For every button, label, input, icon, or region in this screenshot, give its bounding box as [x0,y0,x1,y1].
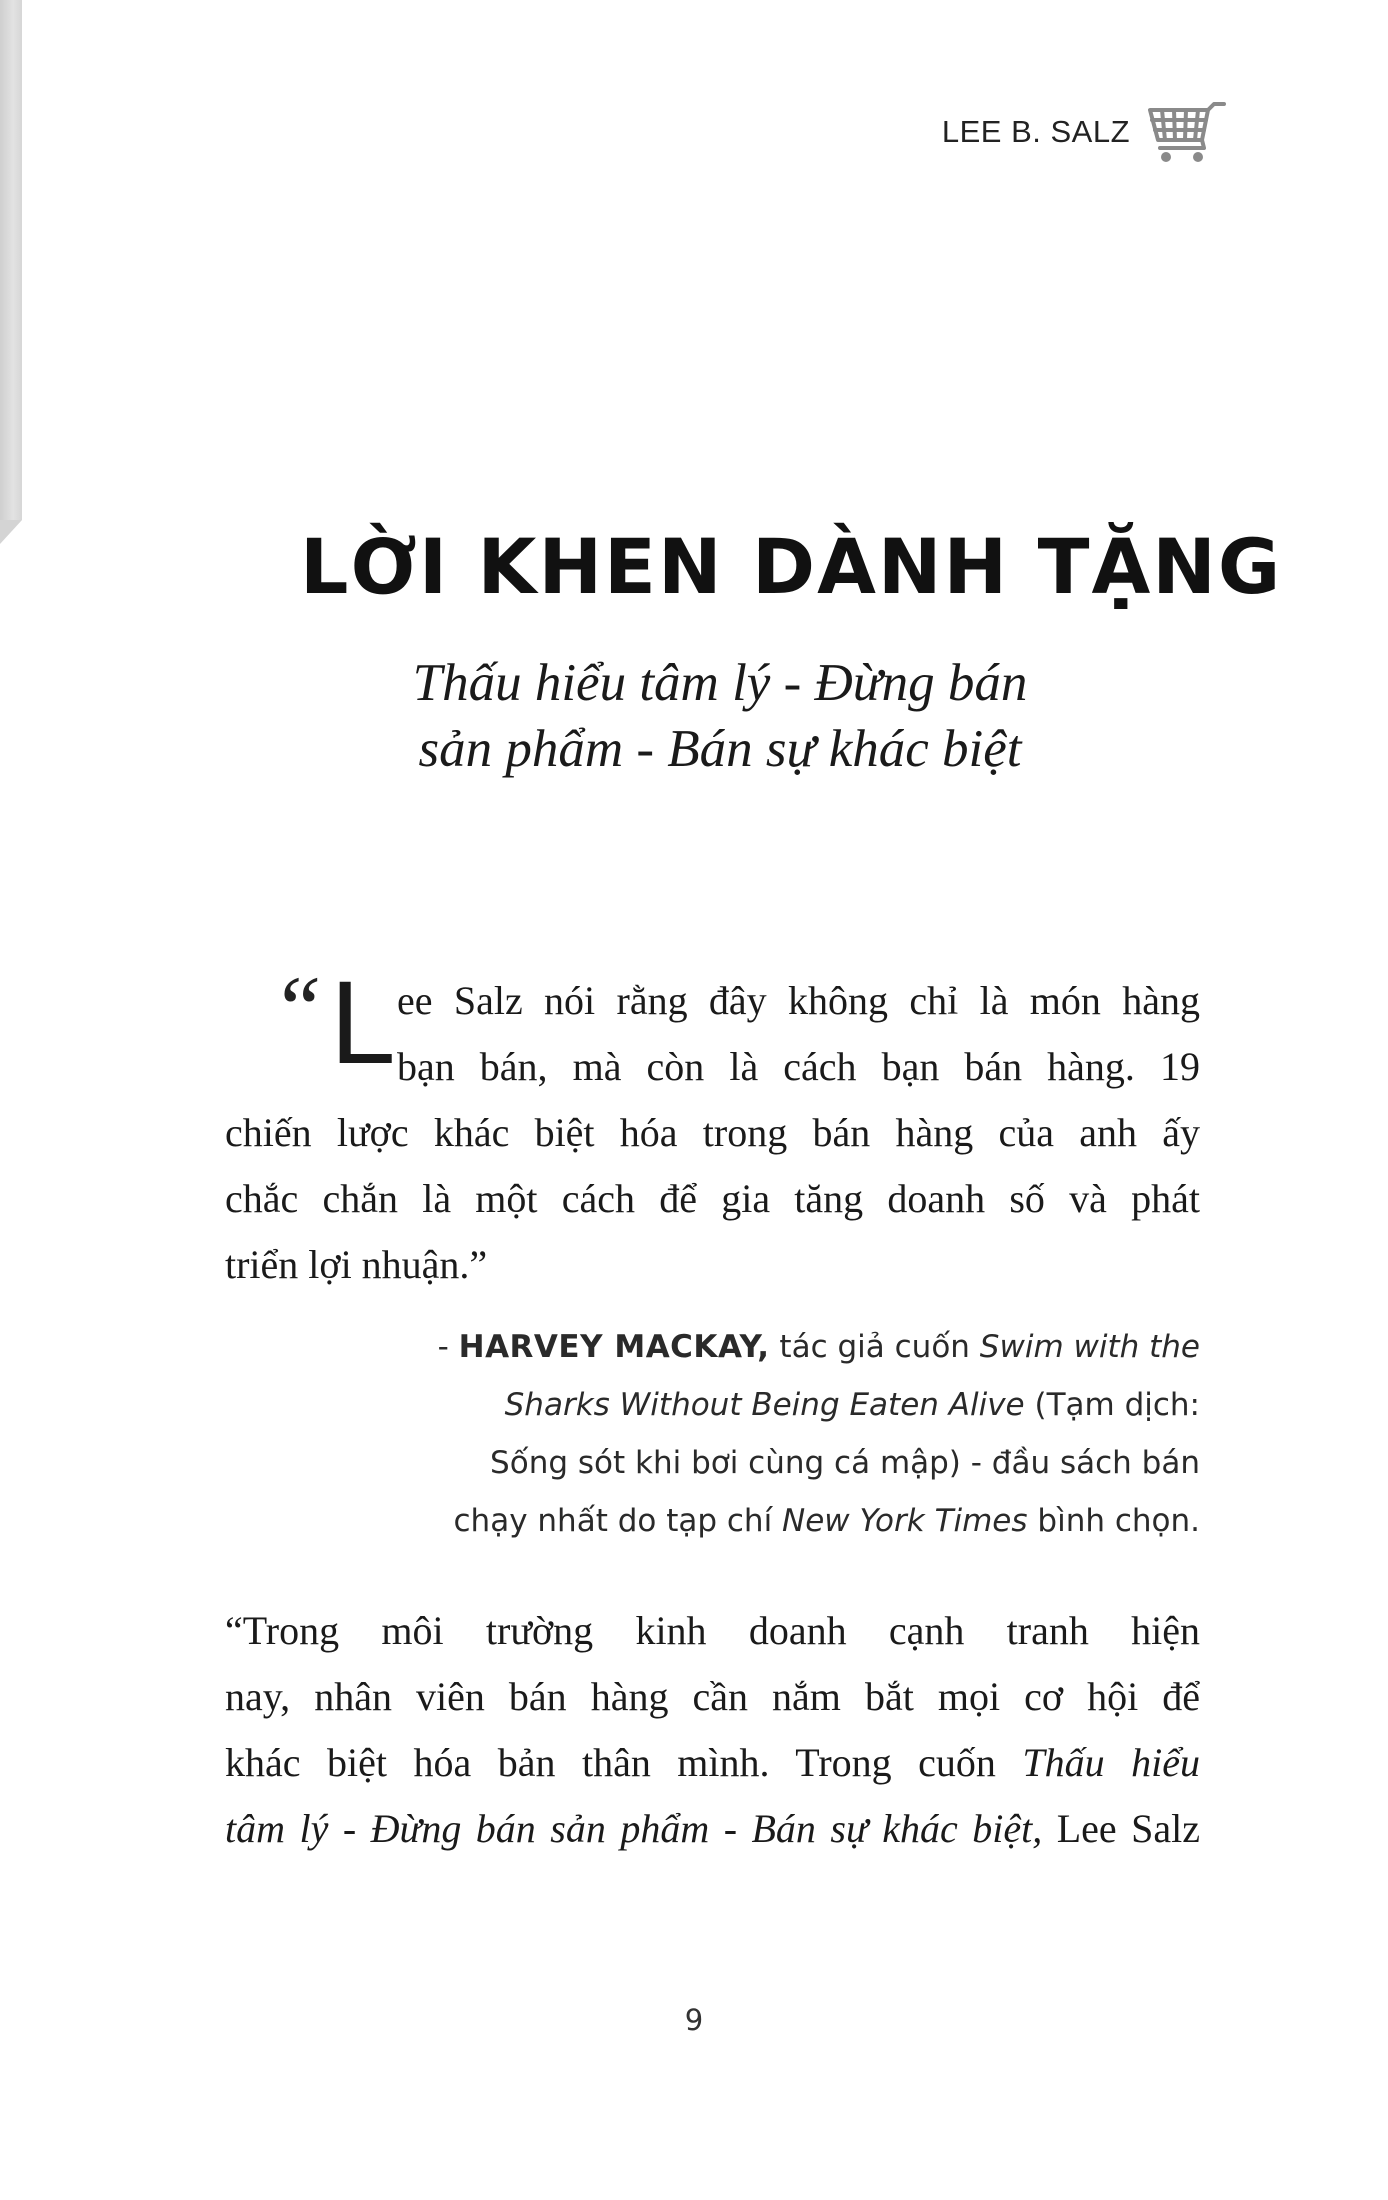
book-subtitle-line: Thấu hiểu tâm lý - Đừng bán [412,654,1028,712]
attribution-text: bình chọn. [1027,1503,1200,1539]
quote-book-title: tâm lý - Đừng bán sản phẩm - Bán sự khác biệt, [225,1806,1043,1851]
attribution-book-title: Swim with the [979,1329,1200,1365]
attribution-book-title: Sharks Without Being Eaten Alive [504,1387,1025,1423]
attribution-line [360,1376,1200,1434]
attribution-line [360,1492,1200,1550]
attribution-line [360,1318,1200,1376]
page-edge-strip [0,0,22,520]
quote-line: bạn bán, mà còn là cách bạn bán hàng. 19 [397,1044,1200,1089]
attribution-author-name: HARVEY MACKAY, [458,1329,770,1365]
quote-second [225,1598,1200,1862]
quote-attribution [360,1318,1200,1550]
quote-line: nay, nhân viên bán hàng cần nắm bắt mọi cơ hội để [225,1674,1200,1719]
quote-text: Lee Salz [1042,1806,1200,1851]
chapter-title: LỜI KHEN DÀNH TẶNG [300,522,1283,611]
quote-line: “Trong môi trường kinh doanh cạnh tranh hiện [225,1608,1200,1653]
attribution-line: Sống sót khi bơi cùng cá mập) - đầu sách bán [490,1445,1200,1481]
quote-line [225,1730,1200,1796]
quote-line: ee Salz nói rằng đây không chỉ là món hàng [397,978,1200,1023]
book-subtitle [340,650,1100,782]
shopping-cart-icon [1148,100,1230,164]
quote-harvey-mackay [225,957,1200,1298]
attribution-dash: - [437,1329,459,1365]
drop-cap-letter: L [330,957,396,1089]
running-header-author: LEE B. SALZ [941,114,1130,149]
attribution-text: (Tạm dịch: [1024,1387,1200,1423]
running-header [942,100,1230,164]
page-number: 9 [684,2003,704,2037]
quote-line: triển lợi nhuận.” [225,1242,488,1287]
quote-text: khác biệt hóa bản thân mình. Trong cuốn [225,1740,1023,1785]
quote-line: chiến lược khác biệt hóa trong bán hàng của anh ấy [225,1110,1200,1155]
attribution-text: chạy nhất do tạp chí [453,1503,783,1539]
quote-line [225,1796,1200,1862]
book-subtitle-line: sản phẩm - Bán sự khác biệt [418,720,1022,778]
quote-book-title: Thấu hiểu [1022,1740,1200,1785]
attribution-publication: New York Times [782,1503,1028,1539]
open-quote-mark: “ [271,957,323,1059]
quote-line: chắc chắn là một cách để gia tăng doanh số và phát [225,1176,1200,1221]
attribution-text: tác giả cuốn [769,1329,980,1365]
